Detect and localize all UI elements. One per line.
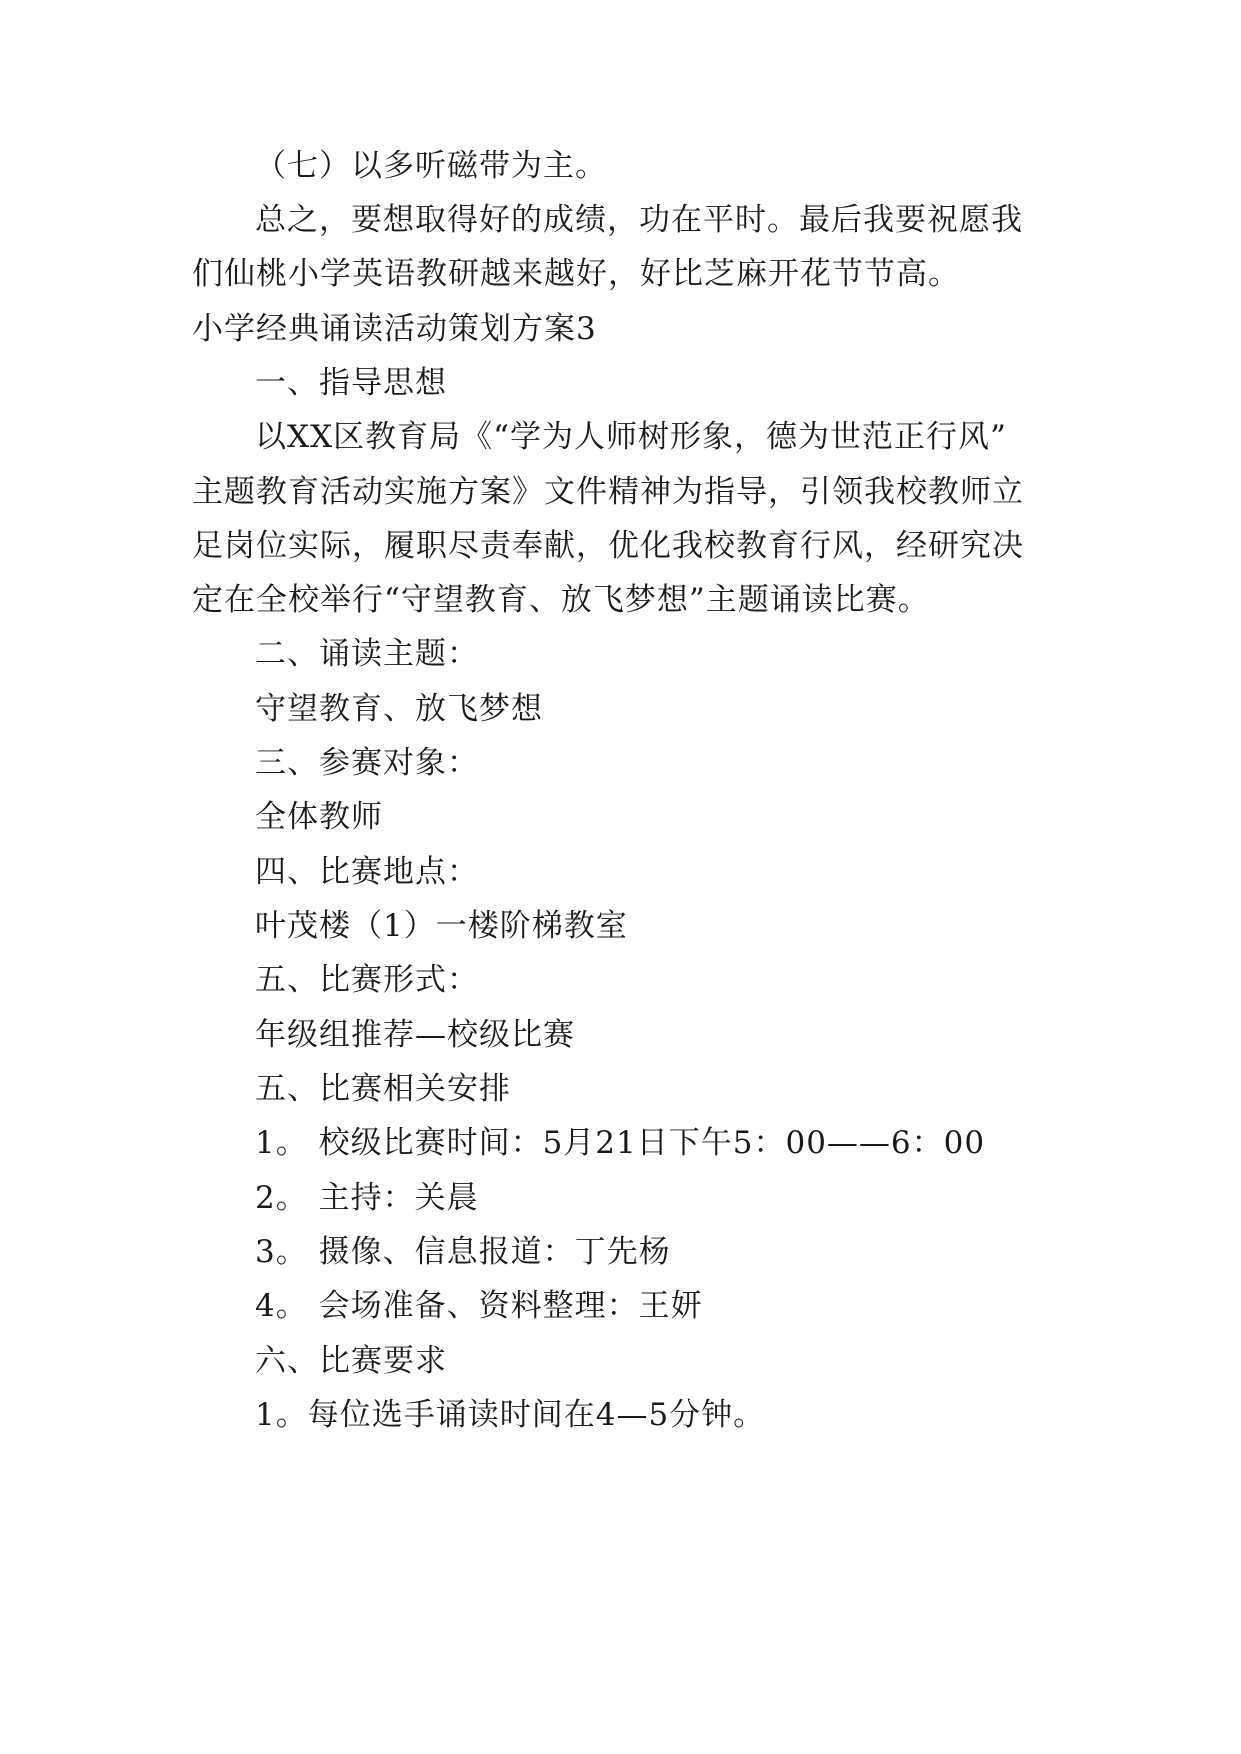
paragraph-line: 守望教育、放飞梦想 xyxy=(255,691,543,727)
list-item: 2。 主持：关晨 xyxy=(255,1180,479,1216)
paragraph-line: 们仙桃小学英语教研越来越好，好比芝麻开花节节高。 xyxy=(192,256,960,292)
subheading: 五、比赛相关安排 xyxy=(255,1071,511,1107)
paragraph-line: （七）以多听磁带为主。 xyxy=(255,148,607,184)
list-item: 4。 会场准备、资料整理：王妍 xyxy=(255,1288,703,1324)
subheading: 五、比赛形式： xyxy=(255,962,479,998)
paragraph-line: 全体教师 xyxy=(255,799,383,835)
section-heading: 小学经典诵读活动策划方案3 xyxy=(192,311,597,347)
subheading: 六、比赛要求 xyxy=(255,1343,447,1379)
subheading: 一、指导思想 xyxy=(255,365,447,401)
subheading: 三、参赛对象： xyxy=(255,745,479,781)
list-item: 1。 校级比赛时间：5月21日下午5：00——6：00 xyxy=(255,1125,986,1161)
paragraph-line: 年级组推荐—校级比赛 xyxy=(255,1017,575,1053)
paragraph-line: 足岗位实际，履职尽责奉献，优化我校教育行风，经研究决 xyxy=(192,528,1024,564)
paragraph-line: 以XX区教育局《“学为人师树形象，德为世范正行风” xyxy=(255,419,1007,455)
paragraph-line: 总之，要想取得好的成绩，功在平时。最后我要祝愿我 xyxy=(255,202,1023,238)
paragraph-line: 定在全校举行“守望教育、放飞梦想”主题诵读比赛。 xyxy=(192,582,930,618)
list-item: 3。 摄像、信息报道：丁先杨 xyxy=(255,1234,671,1270)
list-item: 1。每位选手诵读时间在4—5分钟。 xyxy=(255,1397,766,1433)
subheading: 四、比赛地点： xyxy=(255,854,479,890)
paragraph-line: 主题教育活动实施方案》文件精神为指导，引领我校教师立 xyxy=(192,474,1024,510)
subheading: 二、诵读主题： xyxy=(255,636,479,672)
paragraph-line: 叶茂楼（1）一楼阶梯教室 xyxy=(255,908,628,944)
